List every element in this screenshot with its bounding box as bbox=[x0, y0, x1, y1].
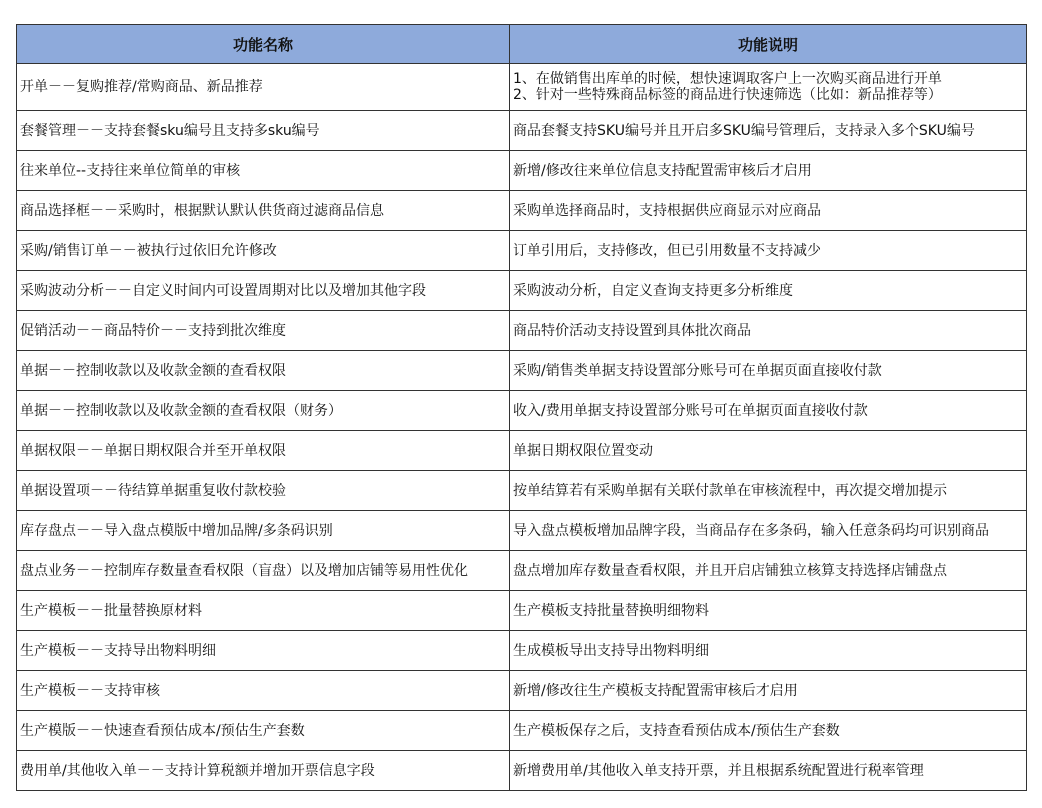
cell-feature-desc: 新增/修改往来单位信息支持配置需审核后才启用 bbox=[510, 151, 1027, 191]
desc-line-2: 2、针对一些特殊商品标签的商品进行快速筛选（比如：新品推荐等） bbox=[513, 87, 942, 103]
cell-feature-desc: 商品特价活动支持设置到具体批次商品 bbox=[510, 311, 1027, 351]
table-row bbox=[17, 711, 1027, 751]
table-row bbox=[17, 191, 1027, 231]
table-row bbox=[17, 351, 1027, 391]
cell-feature-desc: 单据日期权限位置变动 bbox=[510, 431, 1027, 471]
cell-feature-desc: 订单引用后，支持修改，但已引用数量不支持减少 bbox=[510, 231, 1027, 271]
table-row bbox=[17, 471, 1027, 511]
cell-feature-desc: 采购/销售类单据支持设置部分账号可在单据页面直接收付款 bbox=[510, 351, 1027, 391]
cell-feature-desc: 生成模板导出支持导出物料明细 bbox=[510, 631, 1027, 671]
cell-feature-name: 单据－－控制收款以及收款金额的查看权限（财务） bbox=[17, 391, 510, 431]
table-row bbox=[17, 231, 1027, 271]
cell-feature-name: 往来单位--支持往来单位简单的审核 bbox=[17, 151, 510, 191]
feature-table-container bbox=[16, 24, 1026, 791]
cell-feature-name: 采购/销售订单－－被执行过依旧允许修改 bbox=[17, 231, 510, 271]
cell-feature-name: 采购波动分析－－自定义时间内可设置周期对比以及增加其他字段 bbox=[17, 271, 510, 311]
table-row bbox=[17, 631, 1027, 671]
table-row bbox=[17, 64, 1027, 111]
table-row bbox=[17, 431, 1027, 471]
table-row bbox=[17, 511, 1027, 551]
cell-feature-name: 单据权限－－单据日期权限合并至开单权限 bbox=[17, 431, 510, 471]
cell-feature-name: 促销活动－－商品特价－－支持到批次维度 bbox=[17, 311, 510, 351]
cell-feature-name: 生产模板－－批量替换原材料 bbox=[17, 591, 510, 631]
column-header-name: 功能名称 bbox=[17, 25, 510, 64]
cell-feature-name: 开单－－复购推荐/常购商品、新品推荐 bbox=[17, 64, 510, 111]
table-row bbox=[17, 591, 1027, 631]
table-row bbox=[17, 111, 1027, 151]
cell-feature-name: 生产模板－－支持导出物料明细 bbox=[17, 631, 510, 671]
cell-feature-desc: 新增费用单/其他收入单支持开票，并且根据系统配置进行税率管理 bbox=[510, 751, 1027, 791]
cell-feature-name: 套餐管理－－支持套餐sku编号且支持多sku编号 bbox=[17, 111, 510, 151]
cell-feature-desc: 导入盘点模板增加品牌字段，当商品存在多条码，输入任意条码均可识别商品 bbox=[510, 511, 1027, 551]
table-row bbox=[17, 311, 1027, 351]
cell-feature-desc: 生产模板支持批量替换明细物料 bbox=[510, 591, 1027, 631]
cell-feature-name: 单据设置项－－待结算单据重复收付款校验 bbox=[17, 471, 510, 511]
cell-feature-desc: 生产模板保存之后，支持查看预估成本/预估生产套数 bbox=[510, 711, 1027, 751]
desc-line-1: 1、在做销售出库单的时候，想快速调取客户上一次购买商品进行开单 bbox=[513, 71, 942, 87]
cell-feature-name: 商品选择框－－采购时，根据默认默认供货商过滤商品信息 bbox=[17, 191, 510, 231]
feature-table bbox=[16, 24, 1027, 791]
table-row bbox=[17, 551, 1027, 591]
table-row bbox=[17, 751, 1027, 791]
cell-feature-name: 盘点业务－－控制库存数量查看权限（盲盘）以及增加店铺等易用性优化 bbox=[17, 551, 510, 591]
cell-feature-desc: 盘点增加库存数量查看权限，并且开启店铺独立核算支持选择店铺盘点 bbox=[510, 551, 1027, 591]
table-row bbox=[17, 391, 1027, 431]
cell-feature-name: 单据－－控制收款以及收款金额的查看权限 bbox=[17, 351, 510, 391]
cell-feature-name: 生产模版－－快速查看预估成本/预估生产套数 bbox=[17, 711, 510, 751]
cell-feature-desc: 新增/修改往生产模板支持配置需审核后才启用 bbox=[510, 671, 1027, 711]
cell-feature-name: 费用单/其他收入单－－支持计算税额并增加开票信息字段 bbox=[17, 751, 510, 791]
cell-feature-desc: 采购单选择商品时，支持根据供应商显示对应商品 bbox=[510, 191, 1027, 231]
table-row bbox=[17, 151, 1027, 191]
cell-feature-desc: 按单结算若有采购单据有关联付款单在审核流程中，再次提交增加提示 bbox=[510, 471, 1027, 511]
cell-feature-name: 生产模板－－支持审核 bbox=[17, 671, 510, 711]
cell-feature-desc: 商品套餐支持SKU编号并且开启多SKU编号管理后，支持录入多个SKU编号 bbox=[510, 111, 1027, 151]
cell-feature-name: 库存盘点－－导入盘点模版中增加品牌/多条码识别 bbox=[17, 511, 510, 551]
table-row bbox=[17, 271, 1027, 311]
cell-feature-desc bbox=[510, 64, 1027, 111]
cell-feature-desc: 收入/费用单据支持设置部分账号可在单据页面直接收付款 bbox=[510, 391, 1027, 431]
header-row bbox=[17, 25, 1027, 64]
column-header-desc: 功能说明 bbox=[510, 25, 1027, 64]
cell-feature-desc: 采购波动分析，自定义查询支持更多分析维度 bbox=[510, 271, 1027, 311]
table-row bbox=[17, 671, 1027, 711]
